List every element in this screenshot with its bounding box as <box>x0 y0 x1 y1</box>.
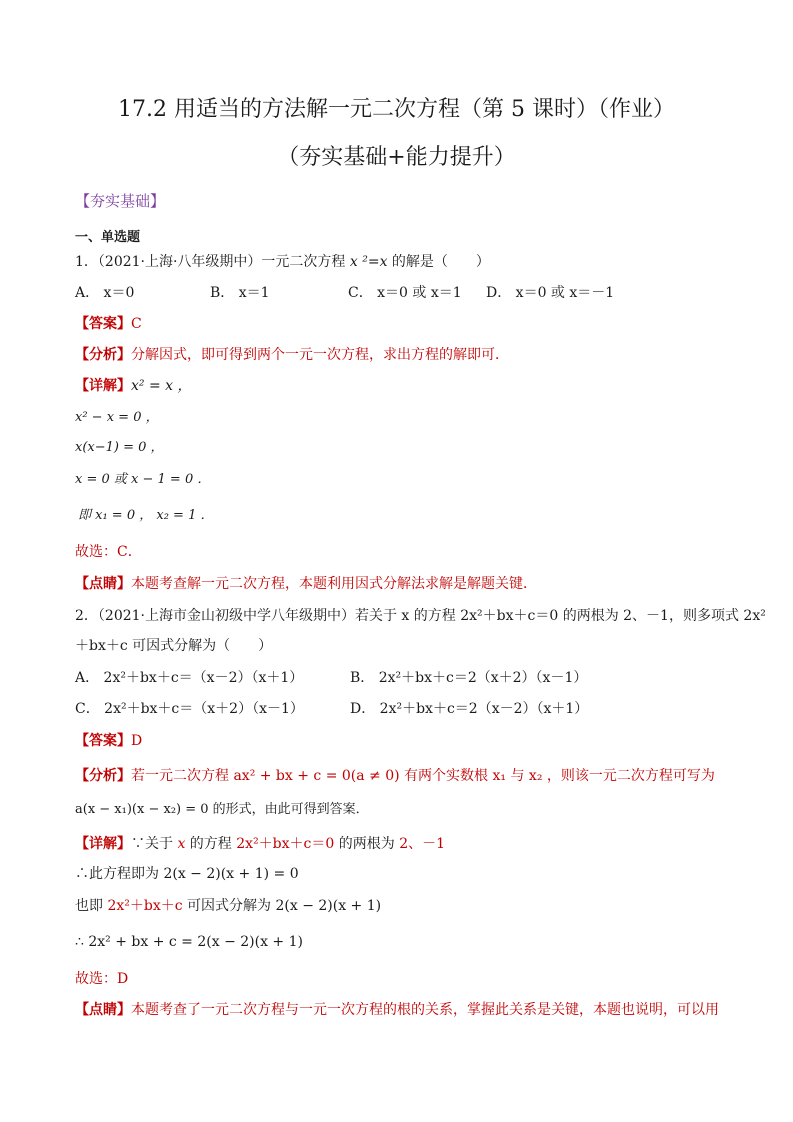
q1-step-1: x² − x = 0 ， <box>75 410 159 425</box>
q2-detail: 【详解】∵关于 x 的方程 2x²＋bx＋c＝0 的两根为 2、－1 <box>75 836 446 852</box>
q1-option-d: D． x＝0 或 x＝－1 <box>486 285 615 301</box>
q1-step-2: x(x−1) = 0 ， <box>75 440 164 455</box>
q2-analysis-line2: a(x − x₁)(x − x₂) = 0 的形式，由此可得到答案． <box>75 802 369 817</box>
q1-analysis: 【分析】分解因式，即可得到两个一元一次方程，求出方程的解即可． <box>75 347 509 363</box>
q1-detail: 【详解】x² = x ， <box>75 378 192 394</box>
q1-comment: 【点睛】本题考查解一元二次方程，本题利用因式分解法求解是解题关键． <box>75 576 537 592</box>
q1-choose: 故选：C． <box>75 544 142 560</box>
q1-option-c: C． x＝0 或 x＝1 <box>348 285 462 301</box>
q1-option-a: A． x＝0 <box>75 285 135 301</box>
part-heading: 一、单选题 <box>75 230 141 245</box>
q1-step-3: x = 0 或 x − 1 = 0 ． <box>75 472 211 487</box>
q1-answer: 【答案】C <box>75 316 142 332</box>
q2-answer: 【答案】D <box>75 733 143 749</box>
page-title: 17.2 用适当的方法解一元二次方程（第 5 课时）（作业） <box>118 97 675 122</box>
q2-analysis-line1: 【分析】若一元二次方程 ax² + bx + c = 0(a ≠ 0) 有两个实数根 x₁ 与 x₂ ，则该一元二次方程可写为 <box>75 768 715 784</box>
q2-option-d: D． 2x²＋bx＋c＝2（x－2）（x＋1） <box>350 701 589 717</box>
q2-comment: 【点睛】本题考查了一元二次方程与一元一次方程的根的关系，掌握此关系是关键，本题也说明，可以用 <box>75 1002 719 1018</box>
q2-step-3: ∴ 2x² + bx + c = 2(x − 2)(x + 1) <box>75 934 303 950</box>
q2-option-c: C． 2x²＋bx＋c＝（x＋2）（x－1） <box>75 701 304 717</box>
q1-stem: 1．（2021·上海·八年级期中）一元二次方程 x ²=x 的解是（ ） <box>75 254 490 270</box>
q2-step-1: ∴此方程即为 2(x − 2)(x + 1) = 0 <box>75 866 299 882</box>
q2-option-b: B． 2x²＋bx＋c＝2（x＋2）（x－1） <box>350 670 588 686</box>
q2-stem-line1: 2．（2021·上海市金山初级中学八年级期中）若关于 x 的方程 2x²＋bx＋c＝0 的两根为 2、－1，则多项式 2x² <box>75 608 766 624</box>
section-label: 【夯实基础】 <box>75 192 166 210</box>
q2-choose: 故选：D <box>75 971 129 987</box>
q2-stem-line2: ＋bx＋c 可因式分解为（ ） <box>75 638 273 654</box>
q1-option-b: B． x＝1 <box>210 285 270 301</box>
q2-option-a: A． 2x²＋bx＋c＝（x－2）（x＋1） <box>75 670 304 686</box>
q1-step-4: 即 x₁ = 0 ， x₂ = 1 ． <box>78 508 214 523</box>
page-subtitle: （夯实基础+能力提升） <box>277 145 516 170</box>
q2-step-2: 也即 2x²＋bx＋c 可因式分解为 2(x − 2)(x + 1) <box>75 898 382 914</box>
